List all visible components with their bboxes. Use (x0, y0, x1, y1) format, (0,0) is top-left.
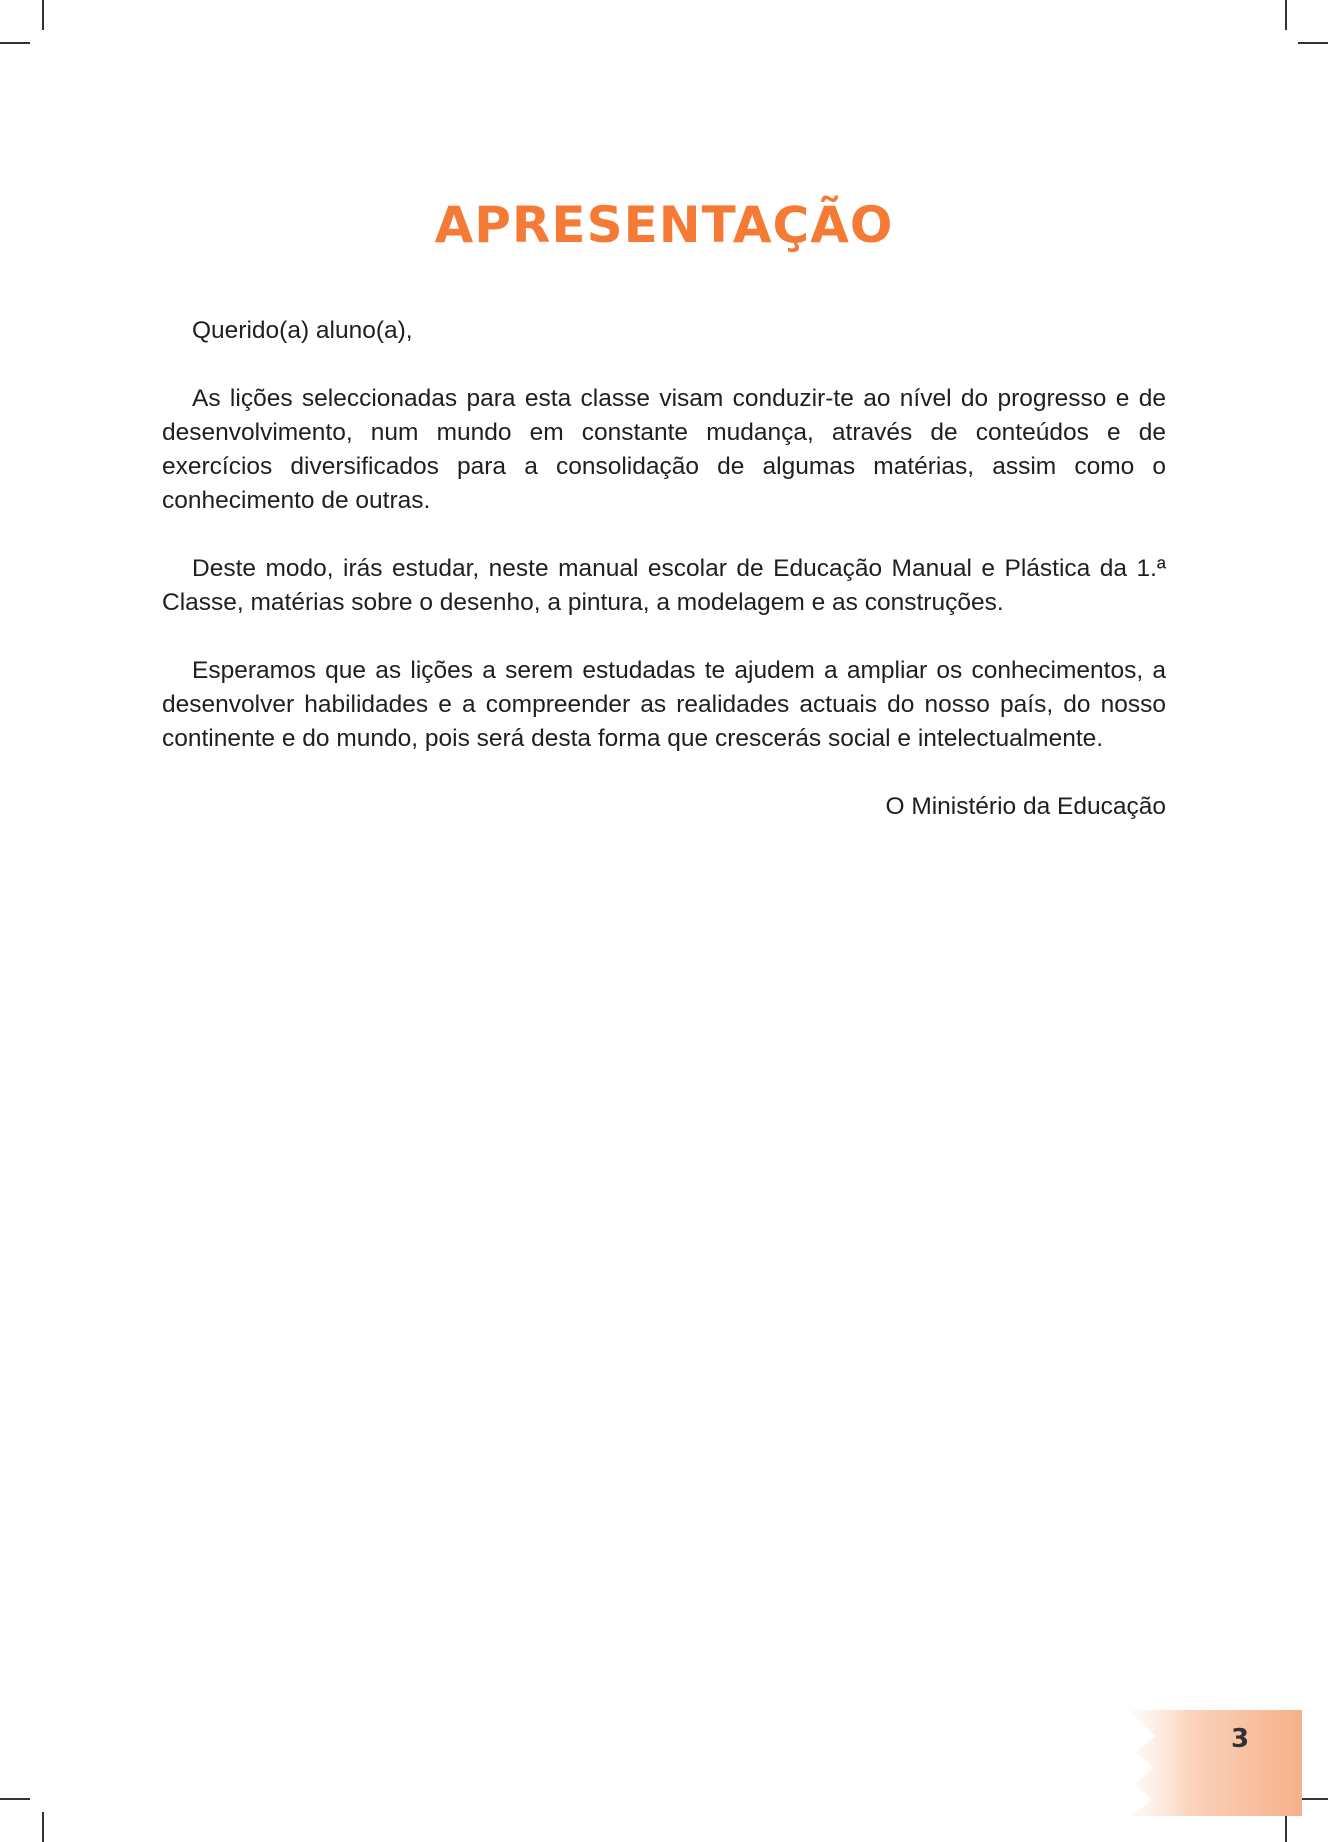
letter-body (162, 314, 1166, 824)
paragraph-2: Deste modo, irás estudar, neste manual escolar de Educação Manual e Plástica da 1.ª Classe, matérias sobre o desenho, a pintura, a modelagem e as construções. (162, 555, 1166, 616)
crop-mark-top-right-horizontal (1298, 42, 1328, 44)
crop-mark-top-right-vertical (1285, 0, 1287, 30)
crop-mark-top-left-vertical (42, 0, 44, 30)
crop-mark-bottom-right-horizontal (1298, 1798, 1328, 1800)
page-number: 3 (1230, 1724, 1250, 1754)
greeting: Querido(a) aluno(a), (192, 317, 413, 344)
signature: O Ministério da Educação (885, 793, 1166, 820)
page-title: APRESENTAÇÃO (434, 196, 894, 254)
crop-mark-bottom-left-vertical (42, 1812, 44, 1842)
paragraph-1: As lições seleccionadas para esta classe visam conduzir-te ao nível do progresso e de desenvolvimento, num mundo em constante mudança, através de conteúdos e de exercícios diversificados para a consolidação de algumas matérias, assim como o conhecimento de outras. (162, 385, 1166, 514)
paragraph-3: Esperamos que as lições a serem estudadas te ajudem a ampliar os conhecimentos, a desenvolver habilidades e a compreender as realidades actuais do nosso país, do nosso continente e do mundo, pois será desta forma que crescerás social e intelectualmente. (162, 657, 1166, 752)
crop-mark-bottom-right-vertical (1285, 1812, 1287, 1842)
crop-mark-top-left-horizontal (0, 42, 30, 44)
crop-mark-bottom-left-horizontal (0, 1798, 30, 1800)
